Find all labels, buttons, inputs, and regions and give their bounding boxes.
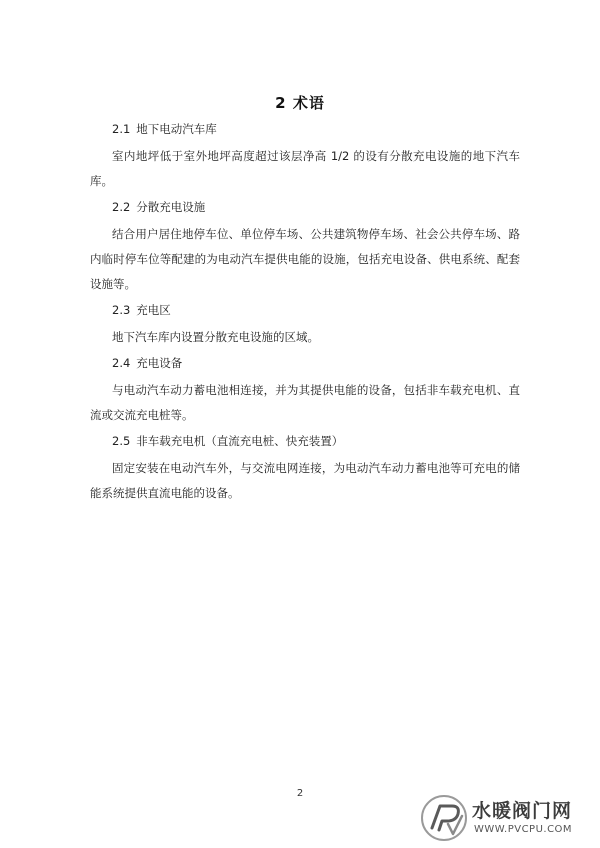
section-heading xyxy=(90,198,520,216)
section-heading xyxy=(90,301,520,319)
section-number: 2.5 xyxy=(112,434,131,448)
section-body: 与电动汽车动力蓄电池相连接，并为其提供电能的设备，包括非车载充电机、直流或交流充电桩等。 xyxy=(90,383,520,422)
section-heading xyxy=(90,432,520,450)
section-body: 地下汽车库内设置分散充电设施的区域。 xyxy=(112,330,319,344)
section-title: 地下电动汽车库 xyxy=(136,122,217,136)
section-2-3 xyxy=(90,301,520,350)
watermark-site-name: 水暖阀门网 xyxy=(472,800,573,822)
section-2-4 xyxy=(90,354,520,428)
watermark-url: WWW.PVCPU.COM xyxy=(474,824,573,835)
section-heading xyxy=(90,354,520,372)
chapter-title: 2 术语 xyxy=(275,94,325,112)
section-number: 2.4 xyxy=(112,356,131,370)
section-number: 2.3 xyxy=(112,303,131,317)
section-body: 固定安装在电动汽车外，与交流电网连接，为电动汽车动力蓄电池等可充电的储能系统提供直流电能的设备。 xyxy=(90,461,520,500)
page-number: 2 xyxy=(296,788,304,799)
pv-logo-icon xyxy=(418,794,470,842)
section-number: 2.2 xyxy=(112,200,131,214)
section-2-1 xyxy=(90,120,520,194)
section-title: 充电设备 xyxy=(136,356,183,370)
terms-content xyxy=(90,120,520,510)
section-heading xyxy=(90,120,520,138)
section-body: 结合用户居住地停车位、单位停车场、公共建筑物停车场、社会公共停车场、路内临时停车位等配建的为电动汽车提供电能的设施，包括充电设备、供电系统、配套设施等。 xyxy=(90,227,520,291)
section-title: 非车载充电机（直流充电桩、快充装置） xyxy=(136,434,344,448)
section-2-2 xyxy=(90,198,520,297)
watermark xyxy=(418,794,592,842)
section-title: 分散充电设施 xyxy=(136,200,206,214)
section-number: 2.1 xyxy=(112,122,131,136)
section-body: 室内地坪低于室外地坪高度超过该层净高 1/2 的设有分散充电设施的地下汽车库。 xyxy=(90,149,520,188)
section-2-5 xyxy=(90,432,520,506)
section-title: 充电区 xyxy=(136,303,171,317)
